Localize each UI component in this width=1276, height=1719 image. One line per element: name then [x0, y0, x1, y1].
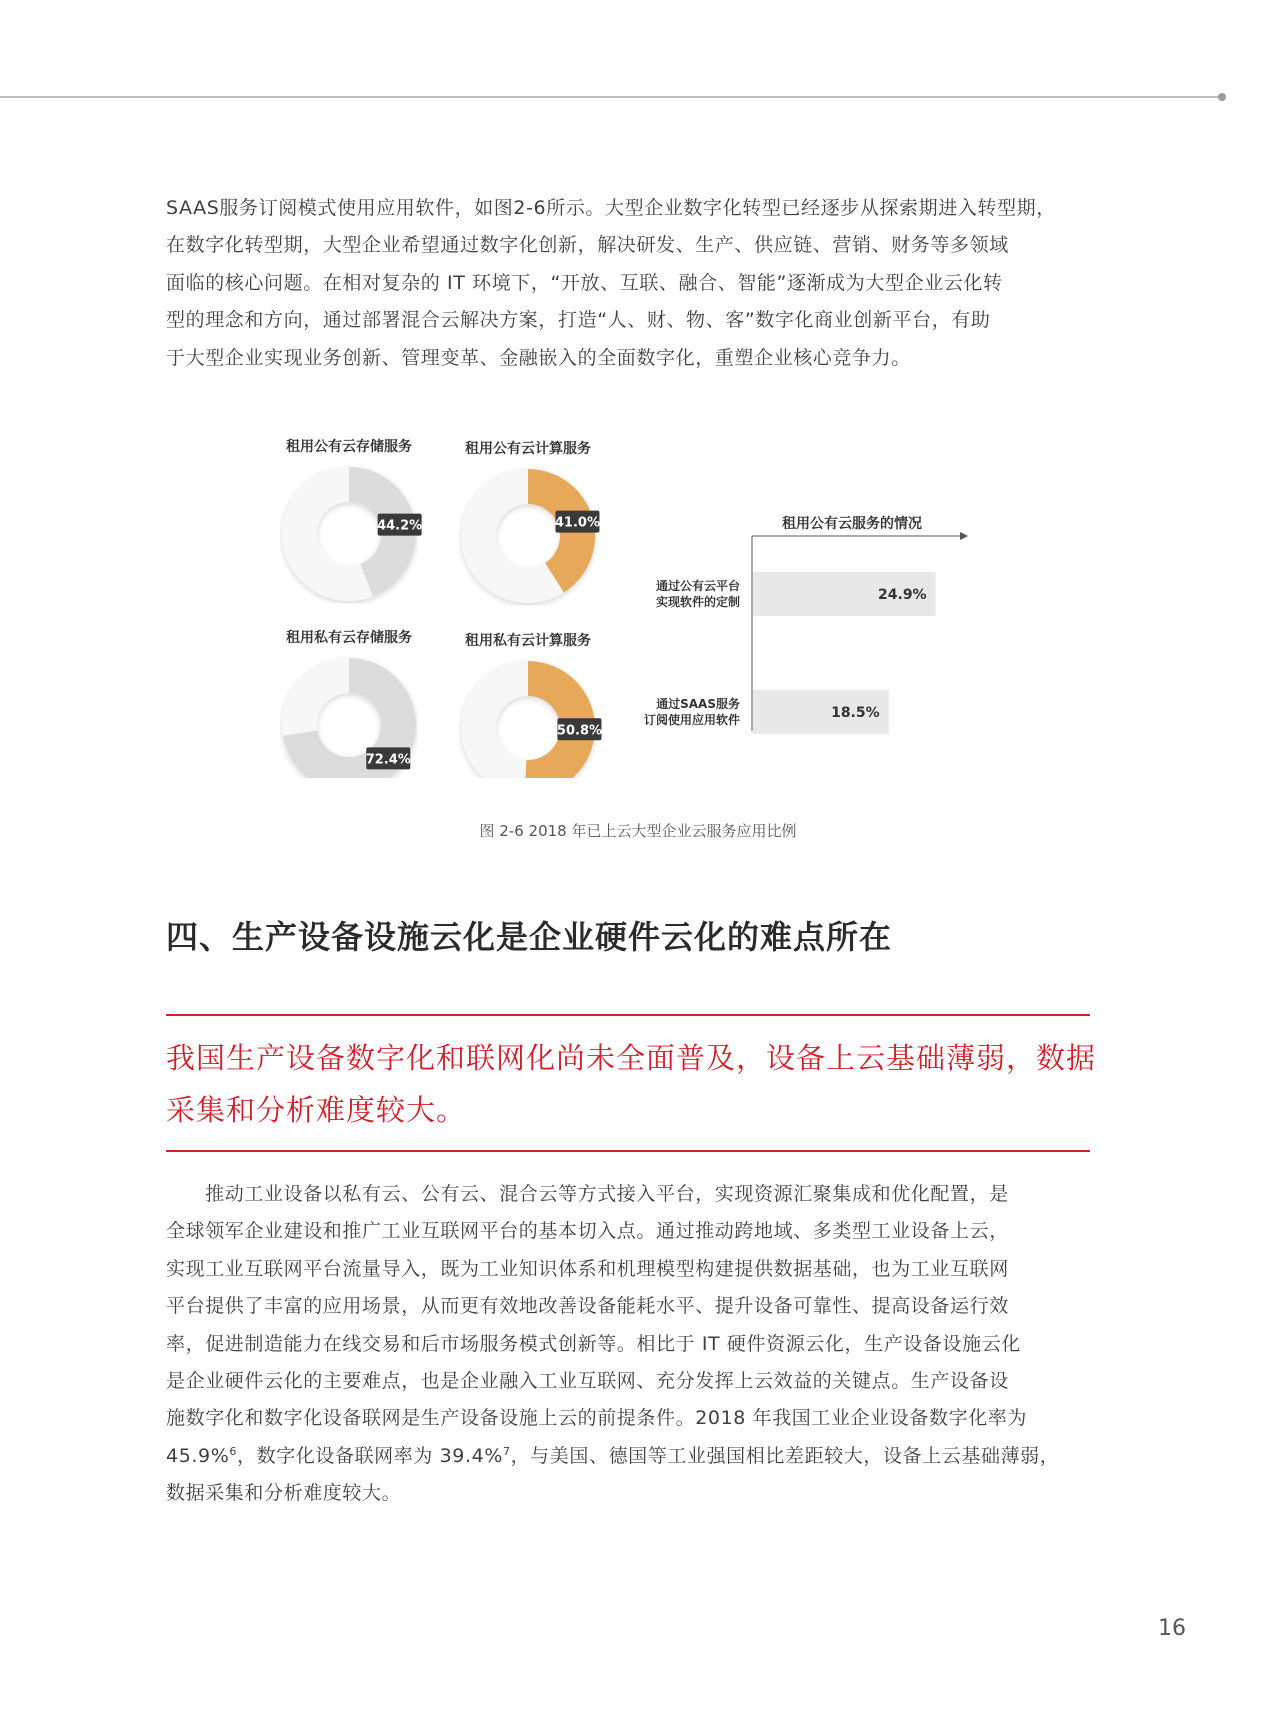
data-label: 72.4%	[365, 752, 411, 768]
bar-category-label: 订阅使用应用软件	[643, 713, 740, 727]
body-line: 是企业硬件云化的主要难点，也是企业融入工业互联网、充分发挥上云效益的关键点。生产设备设	[166, 1370, 1009, 1393]
section-heading: 四、生产设备设施云化是企业硬件云化的难点所在	[166, 918, 893, 956]
figure-2-6-charts	[270, 418, 990, 778]
page-number: 16	[1158, 1616, 1186, 1641]
body-line: 率，促进制造能力在线交易和后市场服务模式创新等。相比于 IT 硬件资源云化，生产设备设施云化	[166, 1332, 1021, 1355]
bar-category-label: 通过SAAS服务	[656, 697, 740, 711]
body-fragment: ，与美国、德国等工业强国相比差距较大，设备上云基础薄弱，	[510, 1444, 1060, 1467]
header-rule-dot	[1218, 93, 1226, 101]
highlight-line: 我国生产设备数字化和联网化尚未全面普及，设备上云基础薄弱，数据	[166, 1041, 1097, 1075]
footnote-ref-6[interactable]: 6	[229, 1444, 237, 1458]
highlight-statement	[166, 1032, 1097, 1136]
bar-value-label: 24.9%	[878, 587, 927, 603]
body-line: 推动工业设备以私有云、公有云、混合云等方式接入平台，实现资源汇聚集成和优化配置，是	[166, 1183, 1009, 1205]
data-label: 44.2%	[377, 518, 423, 534]
highlight-line: 采集和分析难度较大。	[166, 1093, 467, 1127]
donut-title: 租用公有云计算服务	[465, 441, 591, 457]
bar-category-label: 通过公有云平台	[655, 579, 740, 593]
intro-paragraph	[166, 190, 1090, 377]
data-label: 41.0%	[554, 515, 601, 531]
donut-title: 租用公有云存储服务	[286, 439, 412, 455]
body-line: 数据采集和分析难度较大。	[166, 1482, 402, 1505]
body-line: 全球领军企业建设和推广工业互联网平台的基本切入点。通过推动跨地域、多类型工业设备上云，	[166, 1220, 1009, 1243]
donut-title: 租用私有云计算服务	[465, 633, 591, 649]
body-paragraph	[166, 1176, 1090, 1513]
donut-title: 租用私有云存储服务	[286, 630, 412, 646]
body-line: 施数字化和数字化设备联网是生产设备设施上云的前提条件。2018 年我国工业企业设备数字化率为	[166, 1407, 1027, 1430]
intro-line: 面临的核心问题。在相对复杂的 IT 环境下，“开放、互联、融合、智能”逐渐成为大型企业云化转	[166, 271, 1003, 294]
bar-chart-title: 租用公有云服务的情况	[782, 516, 922, 532]
body-line	[166, 1438, 1090, 1475]
body-line: 平台提供了丰富的应用场景，从而更有效地改善设备能耗水平、提升设备可靠性、提高设备运行效	[166, 1295, 1009, 1318]
stat-digitization-rate: 45.9%	[166, 1444, 230, 1467]
bar-axis-arrow	[960, 532, 968, 540]
highlight-bottom-rule	[166, 1150, 1090, 1152]
body-fragment: ，数字化设备联网率为 39.4%	[236, 1444, 503, 1467]
figure-caption: 图 2-6 2018 年已上云大型企业云服务应用比例	[479, 822, 797, 840]
bar-value-label: 18.5%	[831, 705, 880, 721]
footnote-ref-7[interactable]: 7	[502, 1444, 511, 1458]
body-line: 实现工业互联网平台流量导入，既为工业知识体系和机理模型构建提供数据基础，也为工业互联网	[166, 1257, 1009, 1280]
intro-line: 型的理念和方向，通过部署混合云解决方案，打造“人、财、物、客”数字化商业创新平台，有助	[166, 309, 991, 332]
header-rule	[0, 96, 1222, 98]
intro-line: SAAS服务订阅模式使用应用软件，如图2-6所示。大型企业数字化转型已经逐步从探索期进入转型期，	[166, 197, 1056, 219]
data-label: 50.8%	[556, 723, 603, 739]
highlight-top-rule	[166, 1014, 1090, 1016]
bar-category-label: 实现软件的定制	[655, 595, 740, 609]
intro-line: 在数字化转型期，大型企业希望通过数字化创新，解决研发、生产、供应链、营销、财务等多领域	[166, 234, 1009, 257]
intro-line: 于大型企业实现业务创新、管理变革、金融嵌入的全面数字化，重塑企业核心竞争力。	[166, 346, 911, 369]
